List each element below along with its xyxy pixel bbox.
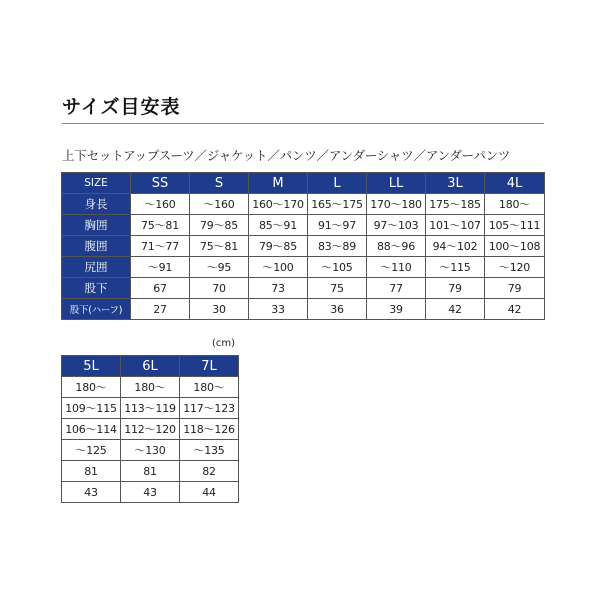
- table-row: [62, 419, 239, 440]
- table-cell: 94～102: [426, 236, 485, 257]
- table-cell: 180～: [62, 377, 121, 398]
- table-row: [62, 377, 239, 398]
- row-label-inseam: 股下: [62, 278, 131, 299]
- table-cell: 70: [190, 278, 249, 299]
- size-table-large: [61, 355, 239, 503]
- size-header: 6L: [121, 356, 180, 377]
- size-header: SS: [131, 173, 190, 194]
- row-label-inseam-half: 股下(ハーフ): [62, 299, 131, 320]
- table-cell: 91～97: [308, 215, 367, 236]
- table-cell: 117～123: [180, 398, 239, 419]
- table-cell: 170～180: [367, 194, 426, 215]
- table-cell: ～135: [180, 440, 239, 461]
- table-cell: 67: [131, 278, 190, 299]
- table-cell: 101～107: [426, 215, 485, 236]
- product-list: 上下セットアップスーツ／ジャケット／パンツ／アンダーシャツ／アンダーパンツ: [62, 148, 511, 163]
- table-cell: 106～114: [62, 419, 121, 440]
- table-cell: 36: [308, 299, 367, 320]
- table-cell: ～95: [190, 257, 249, 278]
- table-cell: 105～111: [485, 215, 545, 236]
- table-cell: ～160: [190, 194, 249, 215]
- size-header: 4L: [485, 173, 545, 194]
- size-header: S: [190, 173, 249, 194]
- table-cell: 100～108: [485, 236, 545, 257]
- table-cell: 88～96: [367, 236, 426, 257]
- table-row: [62, 398, 239, 419]
- table-row: [62, 299, 545, 320]
- table-cell: 77: [367, 278, 426, 299]
- table-row: [62, 215, 545, 236]
- table-row: [62, 440, 239, 461]
- table-cell: 27: [131, 299, 190, 320]
- table-cell: ～115: [426, 257, 485, 278]
- table-cell: 180～: [121, 377, 180, 398]
- table-cell: 73: [249, 278, 308, 299]
- table-cell: ～130: [121, 440, 180, 461]
- size-header: 3L: [426, 173, 485, 194]
- table-cell: 180～: [180, 377, 239, 398]
- size-header-row: [62, 173, 545, 194]
- table-cell: 113～119: [121, 398, 180, 419]
- table-cell: ～125: [62, 440, 121, 461]
- table-cell: 39: [367, 299, 426, 320]
- table-cell: 75: [308, 278, 367, 299]
- table-cell: 42: [485, 299, 545, 320]
- table-cell: 112～120: [121, 419, 180, 440]
- table-cell: 175～185: [426, 194, 485, 215]
- table-row: [62, 236, 545, 257]
- table-cell: ～91: [131, 257, 190, 278]
- table-row: [62, 482, 239, 503]
- table-cell: ～160: [131, 194, 190, 215]
- size-header: 5L: [62, 356, 121, 377]
- table-cell: 71～77: [131, 236, 190, 257]
- row-label-chest: 胸囲: [62, 215, 131, 236]
- table-cell: 83～89: [308, 236, 367, 257]
- size-table-main: [61, 172, 545, 320]
- size-header: L: [308, 173, 367, 194]
- table-cell: 33: [249, 299, 308, 320]
- table-cell: ～100: [249, 257, 308, 278]
- size-header: M: [249, 173, 308, 194]
- table-cell: 180～: [485, 194, 545, 215]
- table-cell: 43: [121, 482, 180, 503]
- table-cell: 79: [485, 278, 545, 299]
- table-cell: 118～126: [180, 419, 239, 440]
- table-cell: ～105: [308, 257, 367, 278]
- unit-label: (cm): [212, 338, 236, 349]
- table-cell: 79～85: [249, 236, 308, 257]
- row-label-waist: 腹囲: [62, 236, 131, 257]
- page-title: サイズ目安表: [62, 96, 181, 118]
- table-cell: 79: [426, 278, 485, 299]
- table-row: [62, 194, 545, 215]
- table-cell: 97～103: [367, 215, 426, 236]
- table-cell: 44: [180, 482, 239, 503]
- row-label-height: 身長: [62, 194, 131, 215]
- table-cell: 43: [62, 482, 121, 503]
- table-cell: 81: [62, 461, 121, 482]
- table-cell: 30: [190, 299, 249, 320]
- table-cell: 42: [426, 299, 485, 320]
- table-cell: 109～115: [62, 398, 121, 419]
- table-cell: ～120: [485, 257, 545, 278]
- table-cell: 79～85: [190, 215, 249, 236]
- table-row: [62, 257, 545, 278]
- size-header-row: [62, 356, 239, 377]
- size-header: LL: [367, 173, 426, 194]
- title-divider: [62, 123, 544, 124]
- table-cell: 75～81: [131, 215, 190, 236]
- table-cell: 75～81: [190, 236, 249, 257]
- table-cell: 165～175: [308, 194, 367, 215]
- size-header-label: SIZE: [62, 173, 131, 194]
- size-header: 7L: [180, 356, 239, 377]
- table-row: [62, 461, 239, 482]
- table-cell: ～110: [367, 257, 426, 278]
- row-label-hip: 尻囲: [62, 257, 131, 278]
- table-row: [62, 278, 545, 299]
- table-cell: 160～170: [249, 194, 308, 215]
- table-cell: 85～91: [249, 215, 308, 236]
- table-cell: 82: [180, 461, 239, 482]
- table-cell: 81: [121, 461, 180, 482]
